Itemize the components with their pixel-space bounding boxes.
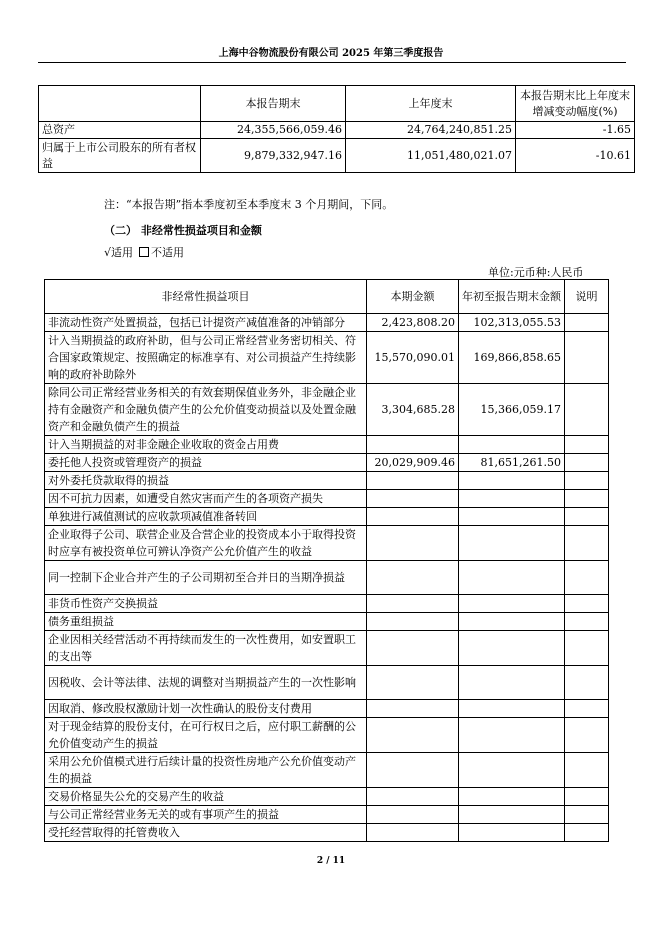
table-cell	[565, 561, 609, 595]
table-cell	[367, 595, 459, 613]
table-header-cell: 本报告期末比上年度末增减变动幅度(%)	[516, 86, 635, 122]
table-header-row	[39, 86, 635, 122]
table-cell: 计入当期损益的对非金融企业收取的资金占用费	[45, 436, 367, 454]
table-row	[45, 561, 609, 595]
table-cell	[367, 666, 459, 700]
table-cell: 对于现金结算的股份支付，在可行权日之后，应付职工薪酬的公允价值变动产生的损益	[45, 718, 367, 753]
table-cell: 受托经营取得的托管费收入	[45, 824, 367, 842]
table-row	[45, 472, 609, 490]
table-cell: 169,866,858.65	[459, 332, 565, 384]
currency-unit: 单位:元币种:人民币	[488, 266, 584, 279]
table-cell: 对外委托贷款取得的损益	[45, 472, 367, 490]
report-header-title: 上海中谷物流股份有限公司 2025 年第三季度报告	[218, 48, 444, 59]
table-cell: 归属于上市公司股东的所有者权益	[39, 139, 201, 173]
table-cell	[565, 472, 609, 490]
table-cell	[367, 718, 459, 753]
table-row	[45, 613, 609, 631]
table-cell	[367, 472, 459, 490]
table-row	[45, 666, 609, 700]
table-row	[45, 332, 609, 384]
table-cell	[565, 613, 609, 631]
table-cell	[565, 788, 609, 806]
table-cell: 102,313,055.53	[459, 314, 565, 332]
balance-summary-table	[38, 85, 635, 173]
table-row	[45, 824, 609, 842]
table-cell: -1.65	[516, 122, 635, 139]
table-cell: 采用公允价值模式进行后续计量的投资性房地产公允价值变动产生的损益	[45, 753, 367, 788]
table-cell: 总资产	[39, 122, 201, 139]
table-cell: 81,651,261.50	[459, 454, 565, 472]
table-cell	[367, 806, 459, 824]
table-cell	[459, 436, 565, 454]
table-row	[45, 384, 609, 436]
table-cell	[459, 526, 565, 561]
table-cell	[459, 613, 565, 631]
table-cell	[565, 454, 609, 472]
table-cell	[367, 490, 459, 508]
table-cell	[459, 490, 565, 508]
table-cell: 除同公司正常经营业务相关的有效套期保值业务外，非金融企业持有金融资产和金融负债产生的公允价值变动损益以及处置金融资产和金融负债产生的损益	[45, 384, 367, 436]
table-cell	[367, 561, 459, 595]
table-header-cell	[39, 86, 201, 122]
table-cell: 20,029,909.46	[367, 454, 459, 472]
applicability-options	[104, 244, 184, 260]
table-row	[45, 700, 609, 718]
table-cell	[459, 508, 565, 526]
page-number: 2 / 11	[316, 856, 346, 866]
table-cell	[367, 613, 459, 631]
table-header-cell: 非经常性损益项目	[45, 280, 367, 314]
table-cell: 债务重组损益	[45, 613, 367, 631]
table-row	[45, 314, 609, 332]
table-cell	[367, 436, 459, 454]
table-cell: 单独进行减值测试的应收款项减值准备转回	[45, 508, 367, 526]
table-cell	[565, 526, 609, 561]
table-cell: 企业取得子公司、联营企业及合营企业的投资成本小于取得投资时应享有被投资单位可辨认净资产公允价值产生的收益	[45, 526, 367, 561]
table-cell	[565, 753, 609, 788]
not-applicable-label: 不适用	[151, 246, 185, 259]
table-row	[45, 718, 609, 753]
check-mark-icon: √	[104, 246, 112, 259]
table-cell: 11,051,480,021.07	[346, 139, 516, 173]
table-cell	[367, 824, 459, 842]
table-cell: 15,570,090.01	[367, 332, 459, 384]
table-cell: 因不可抗力因素，如遭受自然灾害而产生的各项资产损失	[45, 490, 367, 508]
table-header-cell: 本期金额	[367, 280, 459, 314]
table-cell: 24,355,566,059.46	[201, 122, 346, 139]
table-row	[45, 490, 609, 508]
table-cell	[565, 508, 609, 526]
table-cell: 9,879,332,947.16	[201, 139, 346, 173]
table-cell	[459, 666, 565, 700]
table-row	[45, 508, 609, 526]
table-row	[45, 526, 609, 561]
table-cell	[565, 806, 609, 824]
table-cell: 企业因相关经营活动不再持续而发生的一次性费用，如安置职工的支出等	[45, 631, 367, 666]
table-row	[45, 788, 609, 806]
table-cell	[367, 753, 459, 788]
table-cell: 计入当期损益的政府补助，但与公司正常经营业务密切相关、符合国家政策规定、按照确定的标准享有、对公司损益产生持续影响的政府补助除外	[45, 332, 367, 384]
table-cell	[565, 718, 609, 753]
table-cell	[367, 788, 459, 806]
header-divider	[38, 62, 626, 63]
table-cell	[459, 595, 565, 613]
table-cell	[459, 753, 565, 788]
table-header-cell: 本报告期末	[201, 86, 346, 122]
table-cell: 同一控制下企业合并产生的子公司期初至合并日的当期净损益	[45, 561, 367, 595]
table-cell: 2,423,808.20	[367, 314, 459, 332]
table-cell	[565, 631, 609, 666]
table-cell: 委托他人投资或管理资产的损益	[45, 454, 367, 472]
non-recurring-gains-table	[44, 279, 609, 842]
table-cell	[459, 561, 565, 595]
section-title: （二） 非经常性损益项目和金额	[104, 224, 262, 237]
table-header-cell: 说明	[565, 280, 609, 314]
table-header-cell: 年初至报告期末金额	[459, 280, 565, 314]
table-cell	[367, 526, 459, 561]
table-cell: 非流动性资产处置损益，包括已计提资产减值准备的冲销部分	[45, 314, 367, 332]
table-row	[45, 595, 609, 613]
table-row	[45, 436, 609, 454]
table-row	[45, 806, 609, 824]
table-cell	[565, 824, 609, 842]
table-cell: 非货币性资产交换损益	[45, 595, 367, 613]
applicable-label: 适用	[111, 246, 134, 259]
table-cell: 与公司正常经营业务无关的或有事项产生的损益	[45, 806, 367, 824]
table-cell	[367, 631, 459, 666]
table-header-row	[45, 280, 609, 314]
table-cell	[459, 824, 565, 842]
table-row	[39, 122, 635, 139]
table-cell	[367, 508, 459, 526]
table-cell	[459, 806, 565, 824]
table-cell	[459, 631, 565, 666]
table-cell	[459, 700, 565, 718]
table-cell: 因取消、修改股权激励计划一次性确认的股份支付费用	[45, 700, 367, 718]
table-cell	[565, 666, 609, 700]
table-cell	[565, 332, 609, 384]
table-cell: 24,764,240,851.25	[346, 122, 516, 139]
table-cell: 交易价格显失公允的交易产生的收益	[45, 788, 367, 806]
table-cell: 15,366,059.17	[459, 384, 565, 436]
table-row	[45, 753, 609, 788]
footnote: 注：“本报告期”指本季度初至本季度末 3 个月期间，下同。	[104, 198, 394, 211]
table-cell: 因税收、会计等法律、法规的调整对当期损益产生的一次性影响	[45, 666, 367, 700]
table-cell	[565, 384, 609, 436]
table-cell	[565, 314, 609, 332]
table-row	[39, 139, 635, 173]
empty-checkbox-icon	[139, 247, 149, 257]
table-cell	[565, 700, 609, 718]
table-cell	[459, 472, 565, 490]
table-cell	[367, 700, 459, 718]
table-cell: 3,304,685.28	[367, 384, 459, 436]
table-cell	[565, 436, 609, 454]
table-cell	[459, 718, 565, 753]
table-header-cell: 上年度末	[346, 86, 516, 122]
table-cell	[565, 595, 609, 613]
table-cell: -10.61	[516, 139, 635, 173]
table-row	[45, 454, 609, 472]
table-cell	[565, 490, 609, 508]
table-cell	[459, 788, 565, 806]
table-row	[45, 631, 609, 666]
